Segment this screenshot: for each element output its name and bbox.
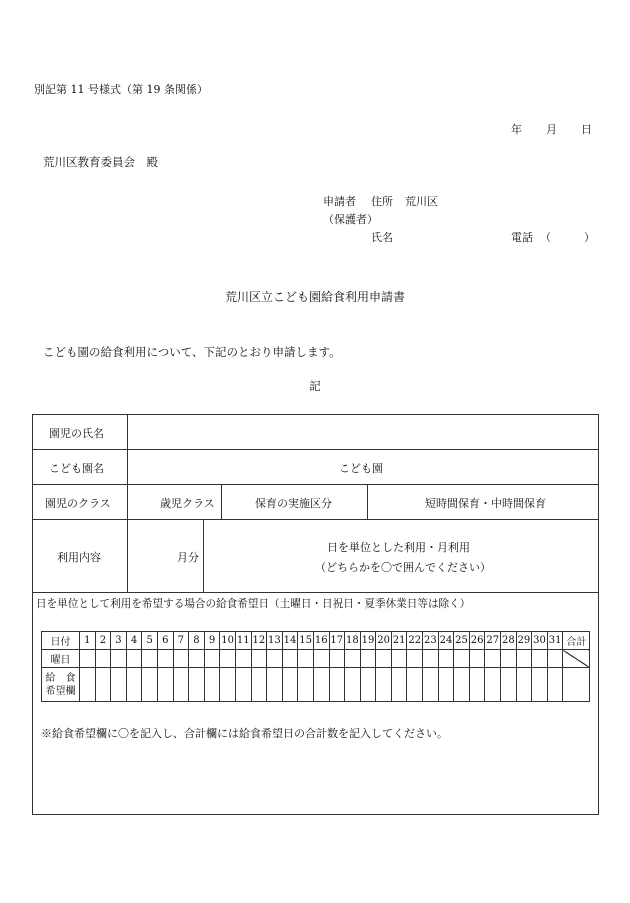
day-number: 5 (142, 632, 158, 650)
weekday-cell[interactable] (454, 650, 470, 668)
date-day-label: 日 (581, 123, 592, 136)
hope-cell[interactable] (454, 668, 470, 702)
weekday-cell[interactable] (267, 650, 283, 668)
day-number: 6 (157, 632, 173, 650)
meal-days-grid (41, 631, 590, 702)
day-number: 16 (313, 632, 329, 650)
weekday-cell[interactable] (173, 650, 189, 668)
hope-cell[interactable] (204, 668, 220, 702)
care-type-label: 保育の実施区分 (255, 497, 332, 510)
hope-cell[interactable] (142, 668, 158, 702)
row-divider (33, 592, 598, 593)
weekday-cell[interactable] (329, 650, 345, 668)
daily-heading: 日を単位として利用を希望する場合の給食希望日（土曜日・日祝日・夏季休業日等は除く） (36, 598, 471, 610)
weekday-cell[interactable] (516, 650, 532, 668)
weekday-cell[interactable] (126, 650, 142, 668)
day-number: 26 (469, 632, 485, 650)
total-diagonal-cell (563, 650, 590, 668)
weekday-cell[interactable] (469, 650, 485, 668)
day-number: 20 (376, 632, 392, 650)
weekday-row-label: 曜日 (42, 650, 80, 668)
day-number: 13 (267, 632, 283, 650)
total-header: 合計 (563, 632, 590, 650)
day-number: 3 (111, 632, 127, 650)
weekday-cell[interactable] (282, 650, 298, 668)
day-number: 22 (407, 632, 423, 650)
total-cell[interactable] (563, 668, 590, 702)
hope-cell[interactable] (329, 668, 345, 702)
date-row (42, 632, 590, 650)
hope-cell[interactable] (126, 668, 142, 702)
intro-text: こども園の給食利用について、下記のとおり申請します。 (43, 345, 341, 359)
day-number: 17 (329, 632, 345, 650)
hope-cell[interactable] (313, 668, 329, 702)
child-name-field[interactable] (129, 417, 597, 447)
day-number: 28 (501, 632, 517, 650)
date-year-label: 年 (511, 123, 522, 136)
child-name-label: 園児の氏名 (49, 427, 104, 440)
hope-cell[interactable] (391, 668, 407, 702)
hope-cell[interactable] (189, 668, 205, 702)
document-title: 荒川区立こども園給食利用申請書 (224, 290, 405, 304)
weekday-cell[interactable] (360, 650, 376, 668)
weekday-cell[interactable] (532, 650, 548, 668)
day-number: 1 (80, 632, 96, 650)
hope-cell[interactable] (95, 668, 111, 702)
school-label: こども園名 (49, 462, 104, 475)
day-number: 10 (220, 632, 236, 650)
day-number: 23 (423, 632, 439, 650)
class-label: 園児のクラス (45, 497, 111, 510)
row-divider (33, 484, 598, 485)
class-value: 歳児クラス (160, 497, 215, 510)
hope-cell[interactable] (360, 668, 376, 702)
weekday-cell[interactable] (313, 650, 329, 668)
hope-cell[interactable] (547, 668, 563, 702)
day-number: 24 (438, 632, 454, 650)
day-number: 12 (251, 632, 267, 650)
hope-cell[interactable] (173, 668, 189, 702)
hope-label-line1: 給 食 (45, 672, 76, 684)
phone-label: 電話 (511, 231, 533, 244)
weekday-cell[interactable] (95, 650, 111, 668)
day-number: 21 (391, 632, 407, 650)
column-divider (203, 519, 204, 592)
month-suffix: 月分 (177, 551, 199, 564)
day-number: 19 (360, 632, 376, 650)
hope-cell[interactable] (220, 668, 236, 702)
weekday-cell[interactable] (345, 650, 361, 668)
day-number: 2 (95, 632, 111, 650)
day-number: 18 (345, 632, 361, 650)
weekday-cell[interactable] (142, 650, 158, 668)
weekday-cell[interactable] (220, 650, 236, 668)
weekday-cell[interactable] (251, 650, 267, 668)
weekday-cell[interactable] (391, 650, 407, 668)
hope-cell[interactable] (267, 668, 283, 702)
day-number: 31 (547, 632, 563, 650)
hope-cell[interactable] (157, 668, 173, 702)
weekday-cell[interactable] (547, 650, 563, 668)
column-divider (221, 484, 222, 519)
weekday-cell[interactable] (204, 650, 220, 668)
hope-cell[interactable] (501, 668, 517, 702)
application-table (32, 414, 599, 815)
day-number: 25 (454, 632, 470, 650)
day-number: 15 (298, 632, 314, 650)
applicant-label: 申請者 (323, 195, 356, 208)
weekday-cell[interactable] (235, 650, 251, 668)
address-value: 荒川区 (405, 195, 438, 208)
hope-cell[interactable] (251, 668, 267, 702)
hope-cell[interactable] (376, 668, 392, 702)
weekday-cell[interactable] (376, 650, 392, 668)
usage-label: 利用内容 (57, 551, 101, 564)
day-number: 4 (126, 632, 142, 650)
care-type-value: 短時間保育・中時間保育 (425, 497, 546, 510)
instruction-note: ※給食希望欄に〇を記入し、合計欄には給食希望日の合計数を記入してください。 (41, 727, 448, 740)
hope-cell[interactable] (345, 668, 361, 702)
hope-row-label (42, 668, 80, 702)
date-row-label: 日付 (42, 632, 80, 650)
usage-option-line2: （どちらかを〇で囲んでください） (315, 561, 491, 574)
hope-cell[interactable] (532, 668, 548, 702)
day-number: 8 (189, 632, 205, 650)
row-divider (33, 519, 598, 520)
weekday-row (42, 650, 590, 668)
weekday-cell[interactable] (298, 650, 314, 668)
day-number: 29 (516, 632, 532, 650)
hope-cell[interactable] (111, 668, 127, 702)
day-number: 7 (173, 632, 189, 650)
name-label: 氏名 (371, 231, 393, 244)
hope-row (42, 668, 590, 702)
hope-cell[interactable] (438, 668, 454, 702)
weekday-cell[interactable] (157, 650, 173, 668)
weekday-cell[interactable] (485, 650, 501, 668)
form-number: 別記第 11 号様式（第 19 条関係） (34, 83, 208, 96)
guardian-note: （保護者） (323, 213, 378, 226)
ki-heading: 記 (309, 379, 321, 393)
hope-cell[interactable] (423, 668, 439, 702)
hope-cell[interactable] (80, 668, 96, 702)
weekday-cell[interactable] (80, 650, 96, 668)
day-number: 11 (235, 632, 251, 650)
hope-cell[interactable] (485, 668, 501, 702)
day-number: 9 (204, 632, 220, 650)
hope-cell[interactable] (516, 668, 532, 702)
column-divider (367, 484, 368, 519)
hope-cell[interactable] (298, 668, 314, 702)
weekday-cell[interactable] (501, 650, 517, 668)
usage-option-line1: 日を単位とした利用・月利用 (327, 541, 470, 554)
day-number: 27 (485, 632, 501, 650)
hope-cell[interactable] (282, 668, 298, 702)
column-divider (127, 415, 128, 592)
hope-cell[interactable] (469, 668, 485, 702)
phone-paren: （ ） (540, 231, 595, 244)
addressee: 荒川区教育委員会 殿 (43, 155, 158, 169)
day-number: 14 (282, 632, 298, 650)
address-label: 住所 (371, 195, 393, 208)
row-divider (33, 449, 598, 450)
hope-cell[interactable] (235, 668, 251, 702)
weekday-cell[interactable] (423, 650, 439, 668)
weekday-cell[interactable] (111, 650, 127, 668)
day-number: 30 (532, 632, 548, 650)
weekday-cell[interactable] (407, 650, 423, 668)
hope-label-line2: 希望欄 (45, 685, 76, 697)
weekday-cell[interactable] (438, 650, 454, 668)
hope-cell[interactable] (407, 668, 423, 702)
weekday-cell[interactable] (189, 650, 205, 668)
date-month-label: 月 (546, 123, 557, 136)
school-value: こども園 (339, 462, 383, 475)
